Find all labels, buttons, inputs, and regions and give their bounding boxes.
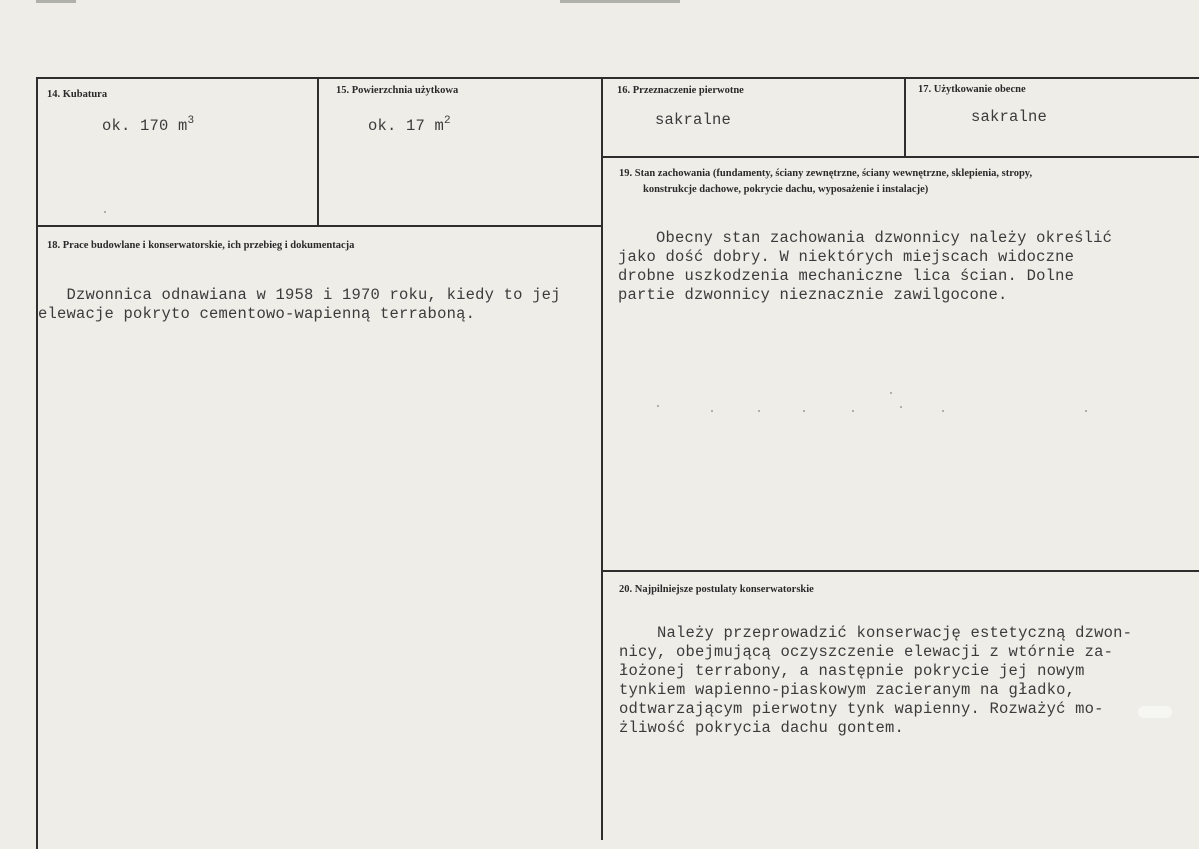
paper-speck <box>803 410 805 412</box>
field-17-value: sakralne <box>971 108 1048 126</box>
field-16-label: 16. Przeznaczenie pierwotne <box>617 85 744 96</box>
field-16-value: sakralne <box>655 111 732 129</box>
field-15-value: ok. 17 $m^2$ <box>368 115 451 136</box>
paper-speck <box>1085 410 1087 412</box>
row-divider-top <box>36 77 1199 79</box>
paper-speck <box>852 410 854 412</box>
col-divider-center <box>601 77 603 840</box>
field-18-text: Dzwonnica odnawiana w 1958 i 1970 roku, kiedy to jej elewacje pokryto cementowo-wapienną terraboną. <box>38 286 561 323</box>
paper-spot <box>1138 706 1172 718</box>
field-18-label: 18. Prace budowlane i konserwatorskie, ich przebieg i dokumentacja <box>47 240 355 251</box>
left-border <box>36 77 38 849</box>
row-divider-19-top <box>602 156 1199 158</box>
paper-speck <box>900 406 902 408</box>
top-edge-mark <box>36 0 76 3</box>
row-divider-20-top <box>602 570 1199 572</box>
field-20-text: Należy przeprowadzić konserwację estetyczną dzwon- nicy, obejmującą oczyszczenie elewacji z wtórnie za- łożonej terrabony, a następnie pokrycie jej nowym tynkiem wapienno-piaskowym zacieranym na gładko, odtwarzającym pierwotny tynk wapienny. Rozważyć mo- żliwość pokrycia dachu gontem. <box>619 624 1133 737</box>
field-14-value: ok. 170 $m^3$ <box>102 115 195 136</box>
field-14-label: 14. Kubatura <box>47 89 108 100</box>
paper-speck <box>942 410 944 412</box>
paper-speck <box>104 211 106 213</box>
field-15-label: 15. Powierzchnia użytkowa <box>336 85 459 96</box>
field-19-label-line1: 19. Stan zachowania (fundamenty, ściany zewnętrzne, ściany wewnętrzne, sklepienia, stropy, <box>619 168 1033 179</box>
top-edge-mark <box>560 0 680 3</box>
col-divider-14-15 <box>317 77 319 226</box>
paper-speck <box>657 405 659 407</box>
row-divider-18-top <box>36 225 602 227</box>
paper-speck <box>758 410 760 412</box>
field-20-label: 20. Najpilniejsze postulaty konserwatorskie <box>619 584 814 595</box>
field-19-text: Obecny stan zachowania dzwonnicy należy określić jako dość dobry. W niektórych miejscach widoczne drobne uszkodzenia mechaniczne lica ścian. Dolne partie dzwonnicy nieznacznie zawilgocone. <box>618 229 1113 304</box>
field-19-label-line2: konstrukcje dachowe, pokrycie dachu, wyposażenie i instalacje) <box>643 184 929 195</box>
col-divider-16-17 <box>904 77 906 156</box>
field-17-label: 17. Użytkowanie obecne <box>918 84 1026 95</box>
paper-speck <box>890 392 892 394</box>
paper-speck <box>711 410 713 412</box>
